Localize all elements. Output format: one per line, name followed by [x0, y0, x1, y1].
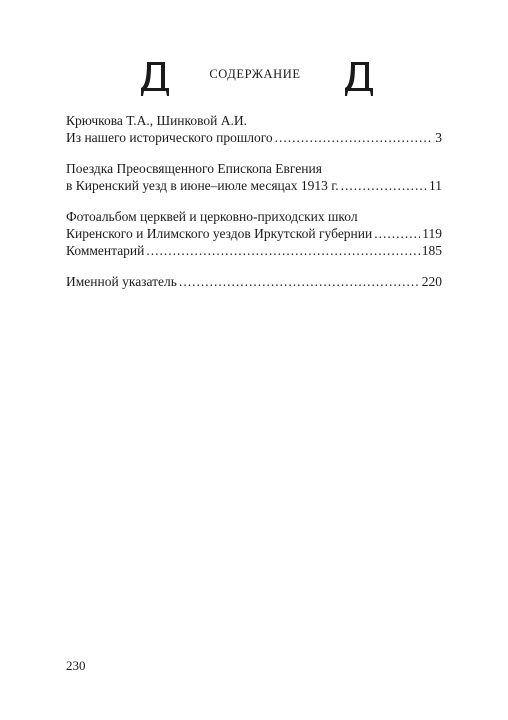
- toc-entry-title: Фотоальбом церквей и церковно-приходских школ: [66, 209, 358, 224]
- toc-entry-page: 220: [421, 274, 442, 289]
- toc-entry[interactable]: [66, 242, 442, 259]
- toc-entry[interactable]: [66, 160, 442, 194]
- page-number: 230: [66, 658, 86, 673]
- dot-leader: [374, 225, 420, 242]
- toc-entry-title-continued: в Киренский уезд в июне–июле месяцах 1913 г.: [66, 178, 339, 193]
- toc-entry-author: Крючкова Т.А., Шинковой А.И.: [66, 113, 248, 128]
- toc-entry-page: 119: [422, 226, 442, 241]
- toc-entry-title-continued: Киренского и Илимского уездов Иркутской губернии: [66, 226, 373, 241]
- toc-entry[interactable]: [66, 208, 442, 242]
- dot-leader: [341, 177, 427, 194]
- decorative-letter-d-icon: [138, 58, 172, 98]
- toc-entry-title: Именной указатель: [66, 274, 177, 289]
- toc-entry-title: Комментарий: [66, 243, 145, 258]
- dot-leader: [146, 242, 419, 259]
- toc-entry-page: 185: [421, 243, 442, 258]
- toc-entry-title: Поездка Преосвященного Епископа Евгения: [66, 161, 322, 176]
- toc-entry-title: Из нашего исторического прошлого: [66, 130, 273, 145]
- dot-leader: [275, 129, 434, 146]
- page-title: СОДЕРЖАНИЕ: [209, 67, 301, 81]
- table-of-contents: [66, 112, 442, 304]
- decorative-letter-d-icon: [342, 58, 376, 98]
- toc-entry-page: 11: [429, 178, 442, 193]
- toc-header: [0, 58, 508, 102]
- toc-entry[interactable]: [66, 112, 442, 146]
- toc-entry-page: 3: [435, 130, 442, 145]
- toc-entry[interactable]: [66, 273, 442, 290]
- dot-leader: [179, 273, 420, 290]
